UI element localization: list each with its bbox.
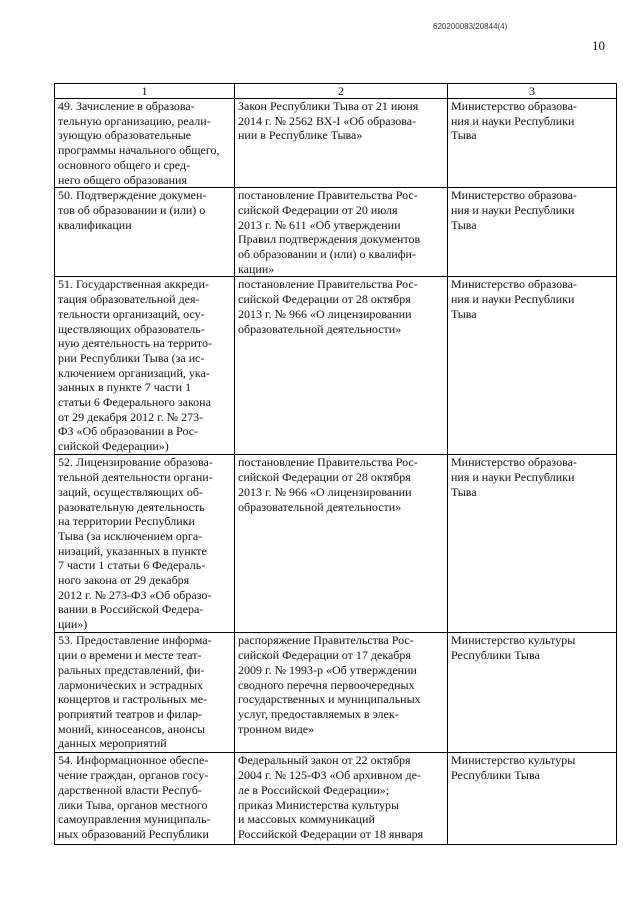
table-row — [55, 277, 617, 455]
table-row — [55, 633, 617, 753]
legal-basis-cell: Закон Республики Тыва от 21 июня 2014 г. № 2562 ВХ-I «Об образова- нии в Республике Тыва» — [235, 99, 448, 188]
table-row — [55, 99, 617, 188]
column-header-2: 2 — [235, 84, 448, 99]
services-table — [54, 83, 617, 845]
authority-cell: Министерство культуры Республики Тыва — [448, 753, 617, 845]
column-header-1: 1 — [55, 84, 235, 99]
legal-basis-cell: постановление Правительства Рос- сийской Федерации от 28 октября 2013 г. № 966 «О лицензировании образовательной деятельности» — [235, 455, 448, 633]
authority-cell: Министерство образова- ния и науки Республики Тыва — [448, 188, 617, 277]
authority-cell: Министерство образова- ния и науки Республики Тыва — [448, 277, 617, 455]
table-header-row — [55, 84, 617, 99]
table-row — [55, 455, 617, 633]
service-cell: 54. Информационное обеспе- чение граждан, органов госу- дарственной власти Респуб- лики Тыва, органов местного самоуправления муниципаль- ных образований Республики — [55, 753, 235, 845]
service-cell: 50. Подтверждение докумен- тов об образовании и (или) о квалификации — [55, 188, 235, 277]
table-row — [55, 753, 617, 845]
page-number: 10 — [592, 38, 605, 53]
table-row — [55, 188, 617, 277]
service-cell: 52. Лицензирование образова- тельной деятельности органи- заций, осуществляющих об- разовательную деятельность на территории Республики Тыва (за исключением орга- низаций, указанных в пункте 7 части 1 статьи 6 Федераль- ного закона от 29 декабря 2012 г. № 273-ФЗ «Об образо- вании в Российской Федера- ции») — [55, 455, 235, 633]
authority-cell: Министерство культуры Республики Тыва — [448, 633, 617, 753]
authority-cell: Министерство образова- ния и науки Республики Тыва — [448, 99, 617, 188]
service-cell: 53. Предоставление информа- ции о времени и месте теат- ральных представлений, фи- лармонических и эстрадных концертов и гастрольных ме- роприятий театров и филар- моний, киносеансов, анонсы данных мероприятий — [55, 633, 235, 753]
legal-basis-cell: постановление Правительства Рос- сийской Федерации от 20 июля 2013 г. № 611 «Об утверждении Правил подтверждения документов об образовании и (или) о квалифи- кации» — [235, 188, 448, 277]
document-code: 620200083/20844(4) — [433, 22, 508, 31]
legal-basis-cell: распоряжение Правительства Рос- сийской Федерации от 17 декабря 2009 г. № 1993-р «Об утверждении сводного перечня первоочередных государственных и муниципальных услуг, предоставляемых в элек- тронном виде» — [235, 633, 448, 753]
service-cell: 51. Государственная аккреди- тация образовательной дея- тельности организаций, осу- ществляющих образователь- ную деятельность на террито- рии Республики Тыва (за ис- ключением организаций, ука- занных в пункте 7 части 1 статьи 6 Федерального закона от 29 декабря 2012 г. № 273- ФЗ «Об образовании в Рос- сийской Федерации») — [55, 277, 235, 455]
legal-basis-cell: постановление Правительства Рос- сийской Федерации от 28 октября 2013 г. № 966 «О лицензировании образовательной деятельности» — [235, 277, 448, 455]
column-header-3: 3 — [448, 84, 617, 99]
legal-basis-cell: Федеральный закон от 22 октября 2004 г. № 125-ФЗ «Об архивном де- ле в Российской Федерации»; приказ Министерства культуры и массовых коммуникаций Российской Федерации от 18 января — [235, 753, 448, 845]
service-cell: 49. Зачисление в образова- тельную организацию, реали- зующую образовательные программы начального общего, основного общего и сред- него общего образования — [55, 99, 235, 188]
authority-cell: Министерство образова- ния и науки Республики Тыва — [448, 455, 617, 633]
